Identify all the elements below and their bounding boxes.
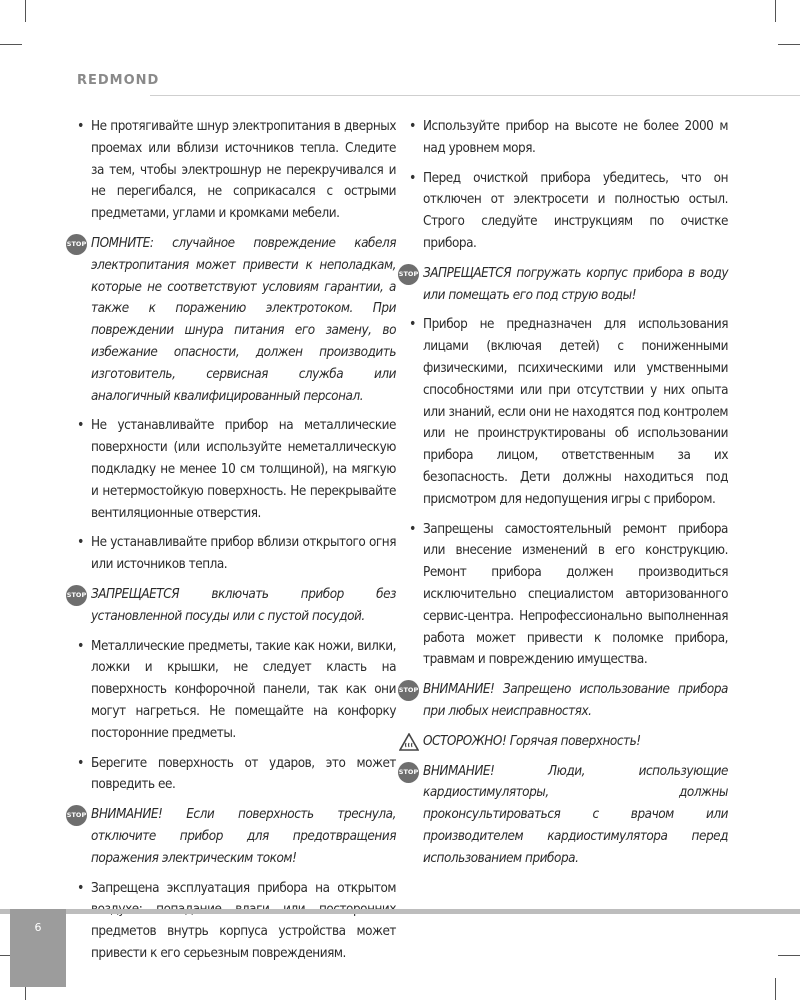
list-item-text: Берегите поверхность от ударов, это может повредить ее. bbox=[91, 755, 396, 793]
bullet-icon: • bbox=[409, 118, 416, 134]
stop-warning bbox=[398, 263, 728, 307]
list-item bbox=[66, 532, 396, 576]
stop-warning bbox=[66, 804, 396, 869]
hot-surface-warning bbox=[398, 731, 728, 753]
stop-icon: STOP bbox=[398, 762, 419, 783]
stop-warning bbox=[398, 679, 728, 723]
bullet-icon: • bbox=[77, 118, 84, 134]
list-item bbox=[66, 116, 396, 225]
left-column bbox=[66, 116, 396, 973]
list-item bbox=[398, 519, 728, 672]
bullet-icon: • bbox=[77, 417, 84, 434]
crop-mark bbox=[0, 44, 22, 45]
right-column bbox=[398, 116, 728, 878]
list-item bbox=[66, 415, 396, 524]
crop-mark bbox=[778, 955, 800, 956]
list-item-text: Перед очисткой прибора убедитесь, что он отключен от электросети и полностью остыл. Строго следуйте инструкциям по очистке прибора. bbox=[423, 170, 728, 251]
bullet-icon: • bbox=[409, 169, 416, 186]
list-item-text: Не устанавливайте прибор вблизи открытого огня или источников тепла. bbox=[91, 535, 396, 573]
stop-icon: STOP bbox=[398, 264, 419, 285]
stop-icon: STOP bbox=[66, 234, 87, 255]
list-item bbox=[66, 636, 396, 745]
crop-mark bbox=[775, 0, 776, 22]
list-item bbox=[398, 168, 728, 255]
list-item bbox=[66, 753, 396, 797]
warning-text: ПОМНИТЕ: случайное повреждение кабеля электропитания может привести к неполадкам, которые не соответствуют условиям гарантии, а также к поражению электротоком. При повреждении шнура питания его замену, во избежание опасности, должен производить изготовитель, сервисная служба или аналогичный квалифицированный персонал. bbox=[91, 235, 396, 404]
brand-logo: REDMOND bbox=[77, 73, 160, 88]
warning-text: ОСТОРОЖНО! Горячая поверхность! bbox=[423, 733, 641, 749]
list-item-text: Не протягивайте шнур электропитания в дверных проемах или вблизи источников тепла. Следите за тем, чтобы электрошнур не перекручивался и не перегибался, не соприкасался с острыми предметами, углами и кромками мебели. bbox=[91, 119, 396, 222]
list-item bbox=[66, 878, 396, 965]
hot-surface-icon bbox=[399, 733, 419, 759]
page-number-box bbox=[10, 909, 66, 987]
crop-mark bbox=[778, 44, 800, 45]
bullet-icon: • bbox=[77, 637, 84, 654]
list-item-text: Металлические предметы, такие как ножи, вилки, ложки и крышки, не следует класть на поверхность конфорочной панели, так как они могут нагреться. Не помещайте на конфорку посторонние предметы. bbox=[91, 638, 396, 741]
list-item-text: Запрещена эксплуатация прибора на открытом предметов внутрь корпуса устройства может привести к его серьезным повреждениям. bbox=[91, 880, 396, 961]
bullet-icon: • bbox=[77, 754, 84, 771]
stop-warning bbox=[66, 584, 396, 628]
warning-text: ВНИМАНИЕ! Если поверхность треснула, отключите прибор для предотвращения поражения электрическим током! bbox=[91, 807, 396, 866]
stop-icon: STOP bbox=[398, 680, 419, 701]
stop-warning bbox=[398, 761, 728, 870]
list-item-text: Прибор не предназначен для использования лицами (включая детей) с пониженными физическими, психическими или умственными способностями или при отсутствии у них опыта или знаний, если они не находятся под контролем или не проинструктированы об использовании прибора лицом, ответственным за их безопасность. Дети должны находиться под присмотром для недопущения игры с прибором. bbox=[423, 317, 728, 507]
warning-text: ЗАПРЕЩАЕТСЯ погружать корпус прибора в воду или помещать его под струю воды! bbox=[423, 265, 728, 303]
list-item bbox=[398, 116, 728, 160]
warning-text: ВНИМАНИЕ! Запрещено использование прибора при любых неисправностях. bbox=[423, 682, 728, 719]
warning-text: ЗАПРЕЩАЕТСЯ включать прибор без установленной посуды или с пустой посудой. bbox=[91, 586, 396, 624]
footer-bar bbox=[0, 909, 800, 914]
list-item-text: Запрещены самостоятельный ремонт прибора или внесение изменений в его конструкцию. Ремонт прибора должен производиться исключительно специалистом авторизованного сервис-центра. Непрофессионально выполненная работа может привести к поломке прибора, травмам и повреждению имущества. bbox=[423, 521, 728, 668]
stop-icon: STOP bbox=[66, 585, 87, 606]
bullet-icon: • bbox=[77, 534, 84, 551]
header-divider bbox=[150, 95, 800, 96]
bullet-icon: • bbox=[409, 316, 416, 333]
page-number: 6 bbox=[34, 921, 42, 934]
list-item bbox=[398, 314, 728, 510]
crop-mark bbox=[25, 0, 26, 22]
list-item-text: Используйте прибор на высоте не более 2000 м над уровнем моря. bbox=[423, 119, 728, 156]
crop-mark bbox=[775, 978, 776, 1000]
stop-icon: STOP bbox=[66, 805, 87, 826]
bullet-icon: • bbox=[77, 879, 84, 896]
stop-warning bbox=[66, 233, 396, 407]
bullet-icon: • bbox=[409, 520, 416, 537]
warning-text: ВНИМАНИЕ! Люди, использующие кардиостимуляторы, должны проконсультироваться с врачом или производителем кардиостимулятора перед использованием прибора. bbox=[423, 763, 728, 866]
list-item-text: Не устанавливайте прибор на металлические поверхности (или используйте неметаллическую подкладку не менее 10 см толщиной), на мягкую и нетермостойкую поверхность. Не перекрывайте вентиляционные отверстия. bbox=[91, 418, 396, 521]
